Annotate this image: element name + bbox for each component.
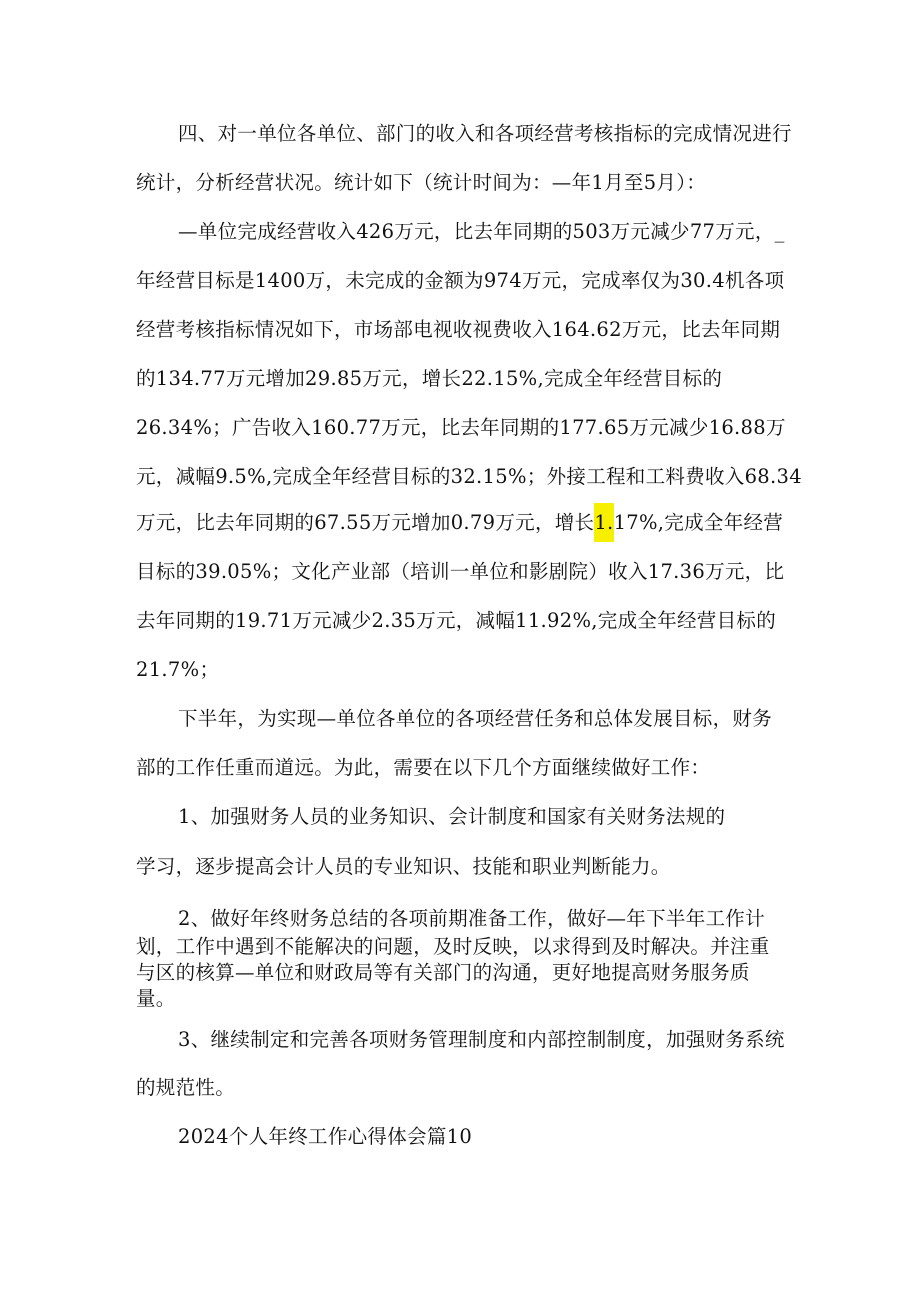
p6-line-2: 的规范性。 <box>136 1076 236 1099</box>
p5-line-4: 量。 <box>136 987 176 1010</box>
p2-line-9: 去年同期的19.71万元减少2.35万元，减幅11.92%,完成全年经营目标的 <box>136 609 776 632</box>
p4-line-1: 1、加强财务人员的业务知识、会计制度和国家有关财务法规的 <box>178 805 726 828</box>
p1-line-2: 统计，分析经营状况。统计如下（统计时间为：—年1月至5月）： <box>136 171 707 194</box>
section-heading: 2024个人年终工作心得体会篇10 <box>178 1125 473 1148</box>
p2-line-7 <box>136 513 783 533</box>
p2-line-6: 元，减幅9.5%,完成全年经营目标的32.15%；外接工程和工料费收入68.34 <box>136 465 802 488</box>
p2-line-8: 目标的39.05%；文化产业部（培训一单位和影剧院）收入17.36万元，比 <box>136 560 785 583</box>
p2-line-10: 21.7%； <box>136 658 220 681</box>
p2-line-5: 26.34%；广告收入160.77万元，比去年同期的177.65万元减少16.88万 <box>136 416 786 439</box>
p3-line-2: 部的工作任重而道远。为此，需要在以下几个方面继续做好工作： <box>136 756 711 779</box>
p1-line-1: 四、对一单位各单位、部门的收入和各项经营考核指标的完成情况进行 <box>178 122 792 145</box>
p2-line-3: 经营考核指标情况如下，市场部电视收视费收入164.62万元，比去年同期 <box>136 318 781 341</box>
highlighted-text: 1. <box>594 503 613 542</box>
p5-line-3: 与区的核算—单位和财政局等有关部门的沟通，更好地提高财务服务质 <box>136 961 750 984</box>
p2-line-1: —单位完成经营收入426万元，比去年同期的503万元减少77万元，_ <box>178 220 785 243</box>
p5-line-2: 划，工作中遇到不能解决的问题，及时反映，以求得到及时解决。并注重 <box>136 935 770 958</box>
p6-line-1: 3、继续制定和完善各项财务管理制度和内部控制制度，加强财务系统 <box>178 1028 785 1051</box>
p2-line-7-post: 17%,完成全年经营 <box>613 511 784 534</box>
p5-line-1: 2、做好年终财务总结的各项前期准备工作，做好—年下半年工作计 <box>178 907 765 930</box>
p2-line-2: 年经营目标是1400万，未完成的金额为974万元，完成率仅为30.4机各项 <box>136 269 785 292</box>
p4-line-2: 学习，逐步提高会计人员的专业知识、技能和职业判断能力。 <box>136 855 671 878</box>
p2-line-7-pre: 万元，比去年同期的67.55万元增加0.79万元，增长 <box>136 511 595 534</box>
p2-line-4: 的134.77万元增加29.85万元，增长22.15%,完成全年经营目标的 <box>136 367 723 390</box>
p3-line-1: 下半年，为实现—单位各单位的各项经营任务和总体发展目标，财务 <box>178 707 773 730</box>
